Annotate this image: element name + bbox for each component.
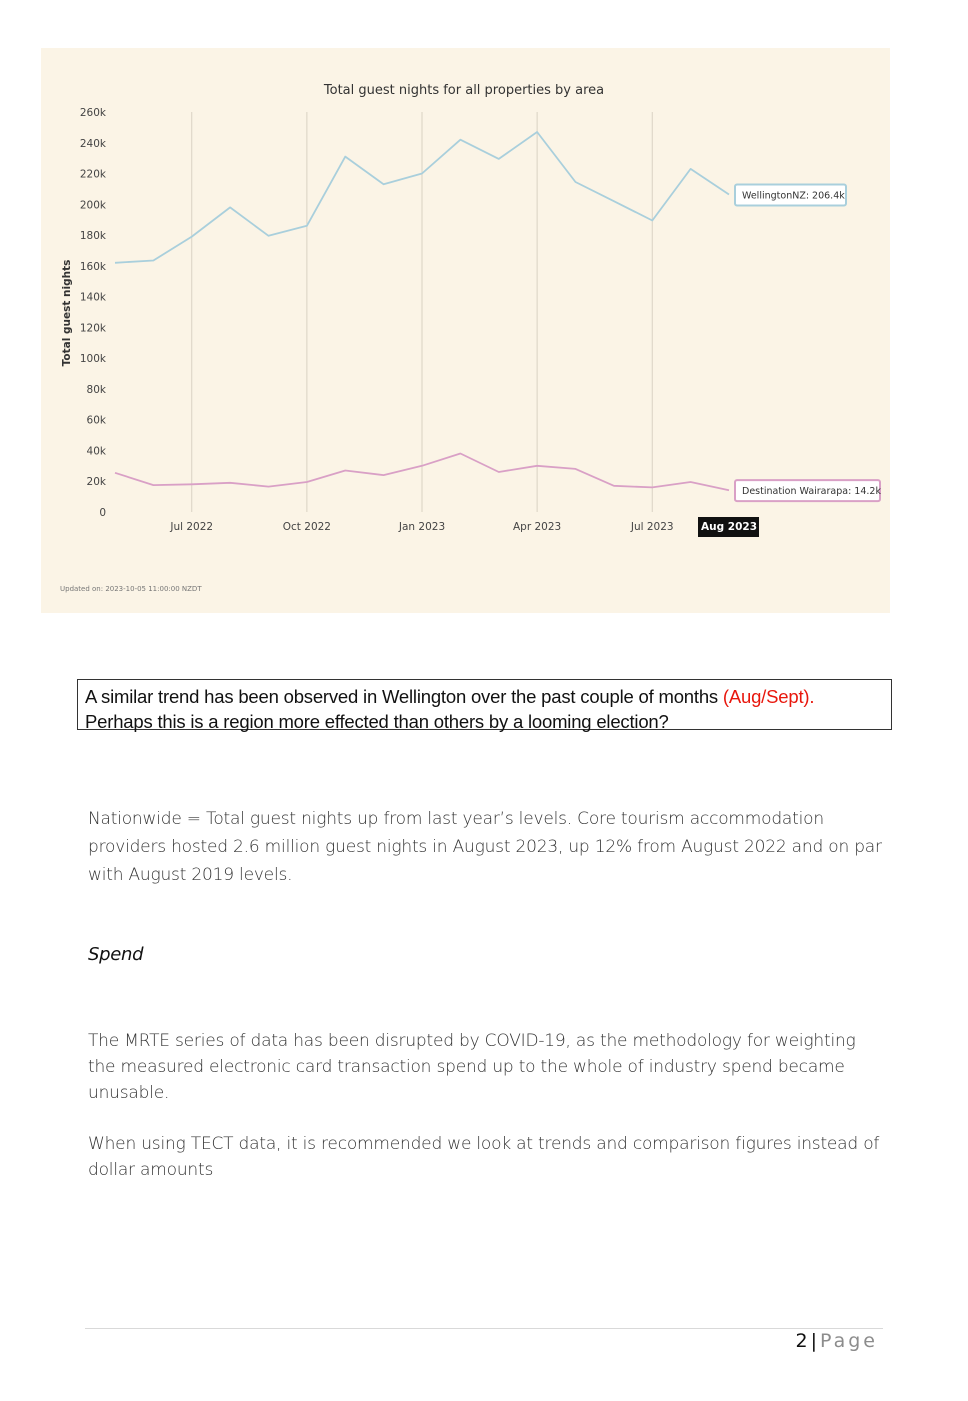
spend-heading: Spend — [88, 944, 144, 965]
series-tooltip-label: WellingtonNZ: 206.4k — [742, 190, 845, 202]
y-tick-label: 20k — [86, 476, 106, 489]
grid-layer — [192, 112, 653, 512]
y-tick-label: 220k — [79, 168, 106, 181]
mrte-paragraph: The MRTE series of data has been disrupted by COVID-19, as the methodology for weighting the measured electronic card transaction spend up to the whole of industry spend became unusable. — [88, 1031, 856, 1103]
y-tick-label: 40k — [86, 445, 106, 458]
chart-svg — [41, 48, 890, 613]
y-tick-label: 80k — [86, 383, 106, 396]
x-tick-labels — [169, 521, 673, 533]
y-tick-label: 100k — [79, 353, 106, 366]
x-tick-label: Jan 2023 — [398, 521, 446, 533]
page-number-value: 2 — [795, 1330, 808, 1352]
y-axis-title: Total guest nights — [61, 259, 73, 367]
y-tick-label: 260k — [79, 107, 106, 119]
nationwide-paragraph: Nationwide = Total guest nights up from last year’s levels. Core tourism accommodation providers hosted 2.6 million guest nights in August 2023, up 12% from August 2022 and on par with August 2019 levels. — [88, 809, 882, 885]
y-tick-label: 120k — [79, 322, 106, 335]
page-word: Page — [820, 1330, 878, 1352]
guest-nights-chart — [41, 48, 890, 613]
series-tooltip-label: Destination Wairarapa: 14.2k — [742, 486, 881, 498]
chart-title: Total guest nights for all properties by area — [323, 83, 605, 98]
active-x-label: Aug 2023 — [701, 521, 757, 533]
page-number-separator: | — [810, 1330, 817, 1352]
callout-text: A similar trend has been observed in Wellington over the past couple of months — [85, 686, 723, 707]
updated-note: Updated on: 2023-10-05 11:00:00 NZDT — [60, 585, 202, 593]
x-tick-label: Jul 2023 — [630, 521, 674, 533]
x-tick-label: Apr 2023 — [513, 521, 562, 533]
page-number — [796, 1330, 879, 1352]
callout-highlight: (Aug/Sept). — [722, 686, 815, 707]
y-tick-label: 240k — [79, 137, 106, 150]
y-tick-label: 0 — [99, 507, 106, 519]
x-tick-label: Jul 2022 — [170, 521, 214, 533]
y-tick-label: 200k — [79, 199, 106, 212]
callout-box — [77, 679, 892, 730]
tooltip-layer — [698, 184, 881, 537]
y-tick-label: 140k — [79, 291, 106, 304]
y-tick-labels — [80, 107, 107, 519]
x-tick-label: Oct 2022 — [282, 521, 331, 533]
tect-paragraph: When using TECT data, it is recommended we look at trends and comparison figures instead of dollar amounts — [88, 1134, 880, 1180]
footer-divider — [85, 1328, 883, 1329]
callout-text-2: Perhaps this is a region more effected than others by a looming election? — [85, 711, 669, 732]
y-tick-label: 180k — [79, 230, 106, 243]
y-tick-label: 160k — [79, 260, 106, 273]
y-tick-label: 60k — [86, 414, 106, 427]
